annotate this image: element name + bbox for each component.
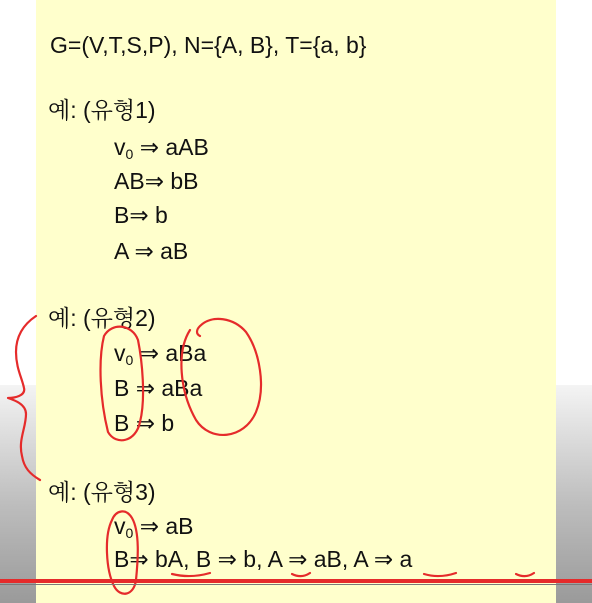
rule-type1-2: AB⇒ bB — [114, 168, 199, 194]
grammar-definition: G=(V,T,S,P), N={A, B}, T={a, b} — [50, 32, 367, 58]
underline-bA — [172, 573, 210, 576]
rule-type2-3: B ⇒ b — [114, 410, 175, 436]
rule-type1-3: B⇒ b — [114, 202, 168, 228]
progress-track — [0, 584, 592, 585]
underline-a — [516, 573, 534, 576]
underline-b — [292, 573, 310, 576]
section-heading-type2: 예: (유형2) — [48, 305, 156, 331]
rule-type1-1: $v_0$ ⇒ aAB — [114, 134, 209, 162]
section-heading-type3: 예: (유형3) — [48, 479, 156, 505]
section-heading-type1: 예: (유형1) — [48, 97, 156, 123]
circle-rhs-type2 — [181, 319, 261, 435]
circle-lhs-type2 — [101, 327, 144, 441]
rule-type3-1: $v_0$ ⇒ aB — [114, 513, 194, 541]
underline-aB — [424, 573, 456, 576]
curly-brace-mark — [8, 316, 40, 480]
rule-type2-1: $v_0$ ⇒ aBa — [114, 340, 207, 368]
rule-type2-2: B ⇒ aBa — [114, 375, 203, 401]
rule-type3-2: B⇒ bA, B ⇒ b, A ⇒ aB, A ⇒ a — [114, 546, 413, 572]
video-progress-bar[interactable] — [0, 579, 592, 583]
rule-type1-4: A ⇒ aB — [114, 238, 189, 264]
